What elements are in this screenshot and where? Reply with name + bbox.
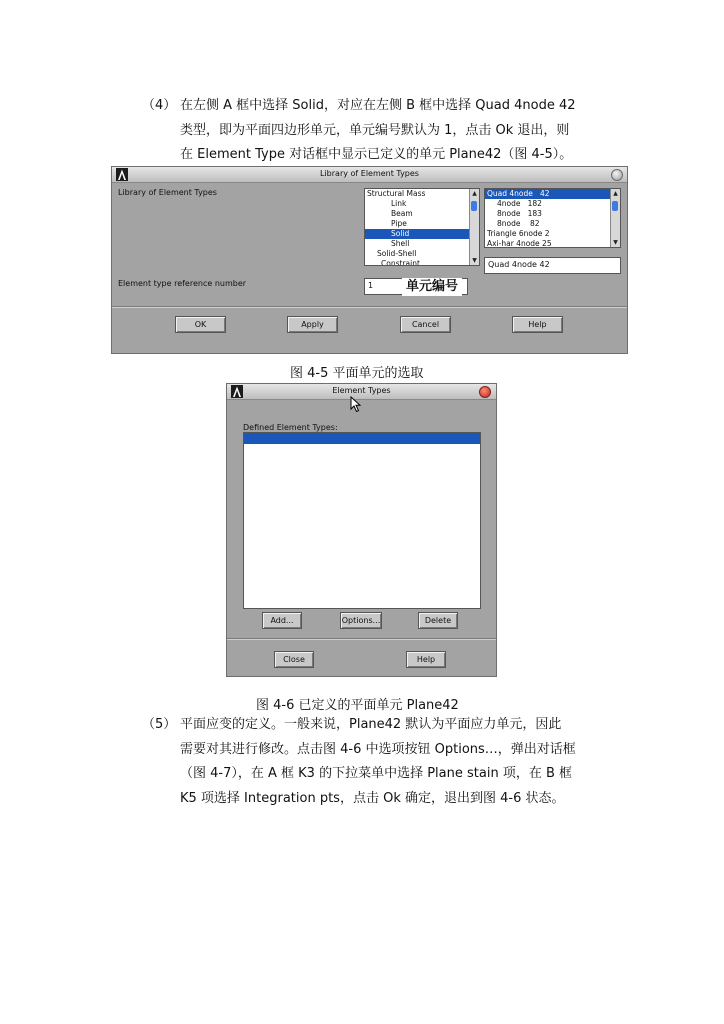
type-number: 1: [270, 456, 275, 465]
element-types-dialog: [226, 383, 497, 677]
close-icon[interactable]: [611, 169, 623, 181]
list-item[interactable]: Constraint: [381, 259, 420, 266]
list-item[interactable]: 8node 82: [497, 219, 540, 228]
dialog-title: Element Types: [332, 386, 391, 395]
dialog-title: Library of Element Types: [320, 169, 419, 178]
help-button[interactable]: Help: [406, 651, 446, 668]
annotation-label: 单元编号: [402, 278, 462, 296]
list-item[interactable]: Structural Mass: [367, 189, 426, 198]
close-icon[interactable]: [479, 386, 491, 398]
list-item[interactable]: Solid-Shell: [377, 249, 417, 258]
type-keyword: Type: [246, 445, 264, 454]
list-item[interactable]: Beam: [391, 209, 413, 218]
list-item[interactable]: Shell: [391, 239, 410, 248]
step-number: （4）: [142, 98, 177, 113]
list-item[interactable]: Pipe: [391, 219, 407, 228]
paragraph-step-4: [142, 94, 622, 168]
list-item-selected[interactable]: Solid: [365, 229, 469, 239]
list-item-selected[interactable]: [244, 433, 480, 476]
list-item[interactable]: Axi-har 4node 25: [487, 239, 552, 248]
reference-number-label: Element type reference number: [118, 279, 247, 288]
options-button[interactable]: Options...: [340, 612, 382, 629]
list-item-selected[interactable]: Quad 4node 42: [485, 189, 610, 199]
text-line: 需要对其进行修改。点击图 4-6 中选项按钮 Options…，弹出对话框: [180, 741, 576, 757]
scroll-down-icon[interactable]: ▼: [613, 239, 618, 246]
library-of-element-types-dialog: [111, 166, 628, 354]
divider: [227, 638, 496, 640]
element-type-list[interactable]: [484, 188, 621, 248]
list-item[interactable]: Link: [391, 199, 407, 208]
list-item[interactable]: Triangle 6node 2: [487, 229, 550, 238]
close-button[interactable]: Close: [274, 651, 314, 668]
scroll-thumb[interactable]: [612, 201, 618, 211]
figure-caption-4-5: 图 4-5 平面单元的选取: [290, 366, 424, 381]
title-bar: [112, 167, 627, 183]
delete-button[interactable]: Delete: [418, 612, 458, 629]
step-number: （5）: [142, 717, 177, 732]
apply-button[interactable]: Apply: [287, 316, 338, 333]
text-line: 在 Element Type 对话框中显示已定义的单元 Plane42（图 4-5）。: [180, 147, 573, 162]
text-line: 平面应变的定义。一般来说，Plane42 默认为平面应力单元，因此: [180, 717, 562, 732]
scrollbar[interactable]: [610, 189, 620, 247]
defined-types-label: Defined Element Types:: [243, 423, 338, 432]
element-category-list[interactable]: [364, 188, 480, 266]
ok-button[interactable]: OK: [175, 316, 226, 333]
library-label: Library of Element Types: [118, 188, 217, 197]
text-line: （图 4-7），在 A 框 K3 的下拉菜单中选择 Plane stain 项，在 B 框: [180, 766, 573, 781]
scroll-up-icon[interactable]: ▲: [613, 190, 618, 197]
cancel-button[interactable]: Cancel: [400, 316, 451, 333]
scroll-down-icon[interactable]: ▼: [472, 257, 477, 264]
text-line: 在左侧 A 框中选择 Solid，对应在左侧 B 框中选择 Quad 4node 42: [180, 98, 576, 113]
selected-type-field[interactable]: Quad 4node 42: [484, 257, 621, 274]
help-button[interactable]: Help: [512, 316, 563, 333]
text-line: K5 项选择 Integration pts，点击 Ok 确定，退出到图 4-6 状态。: [180, 790, 565, 806]
reference-number-input[interactable]: 1: [364, 278, 468, 295]
scroll-up-icon[interactable]: ▲: [472, 190, 477, 197]
add-button[interactable]: Add...: [262, 612, 302, 629]
defined-types-list[interactable]: [243, 432, 481, 609]
figure-caption-4-6: 图 4-6 已定义的平面单元 Plane42: [256, 698, 459, 713]
divider: [112, 306, 627, 308]
mouse-cursor-icon: [350, 396, 362, 413]
list-item[interactable]: 8node 183: [497, 209, 542, 218]
list-item[interactable]: 4node 182: [497, 199, 542, 208]
paragraph-step-5: [142, 713, 622, 811]
scroll-thumb[interactable]: [471, 201, 477, 211]
text-line: 类型，即为平面四边形单元，单元编号默认为 1，点击 Ok 退出，则: [180, 122, 570, 138]
scrollbar[interactable]: [469, 189, 479, 265]
type-name: PLANE42: [299, 467, 333, 476]
